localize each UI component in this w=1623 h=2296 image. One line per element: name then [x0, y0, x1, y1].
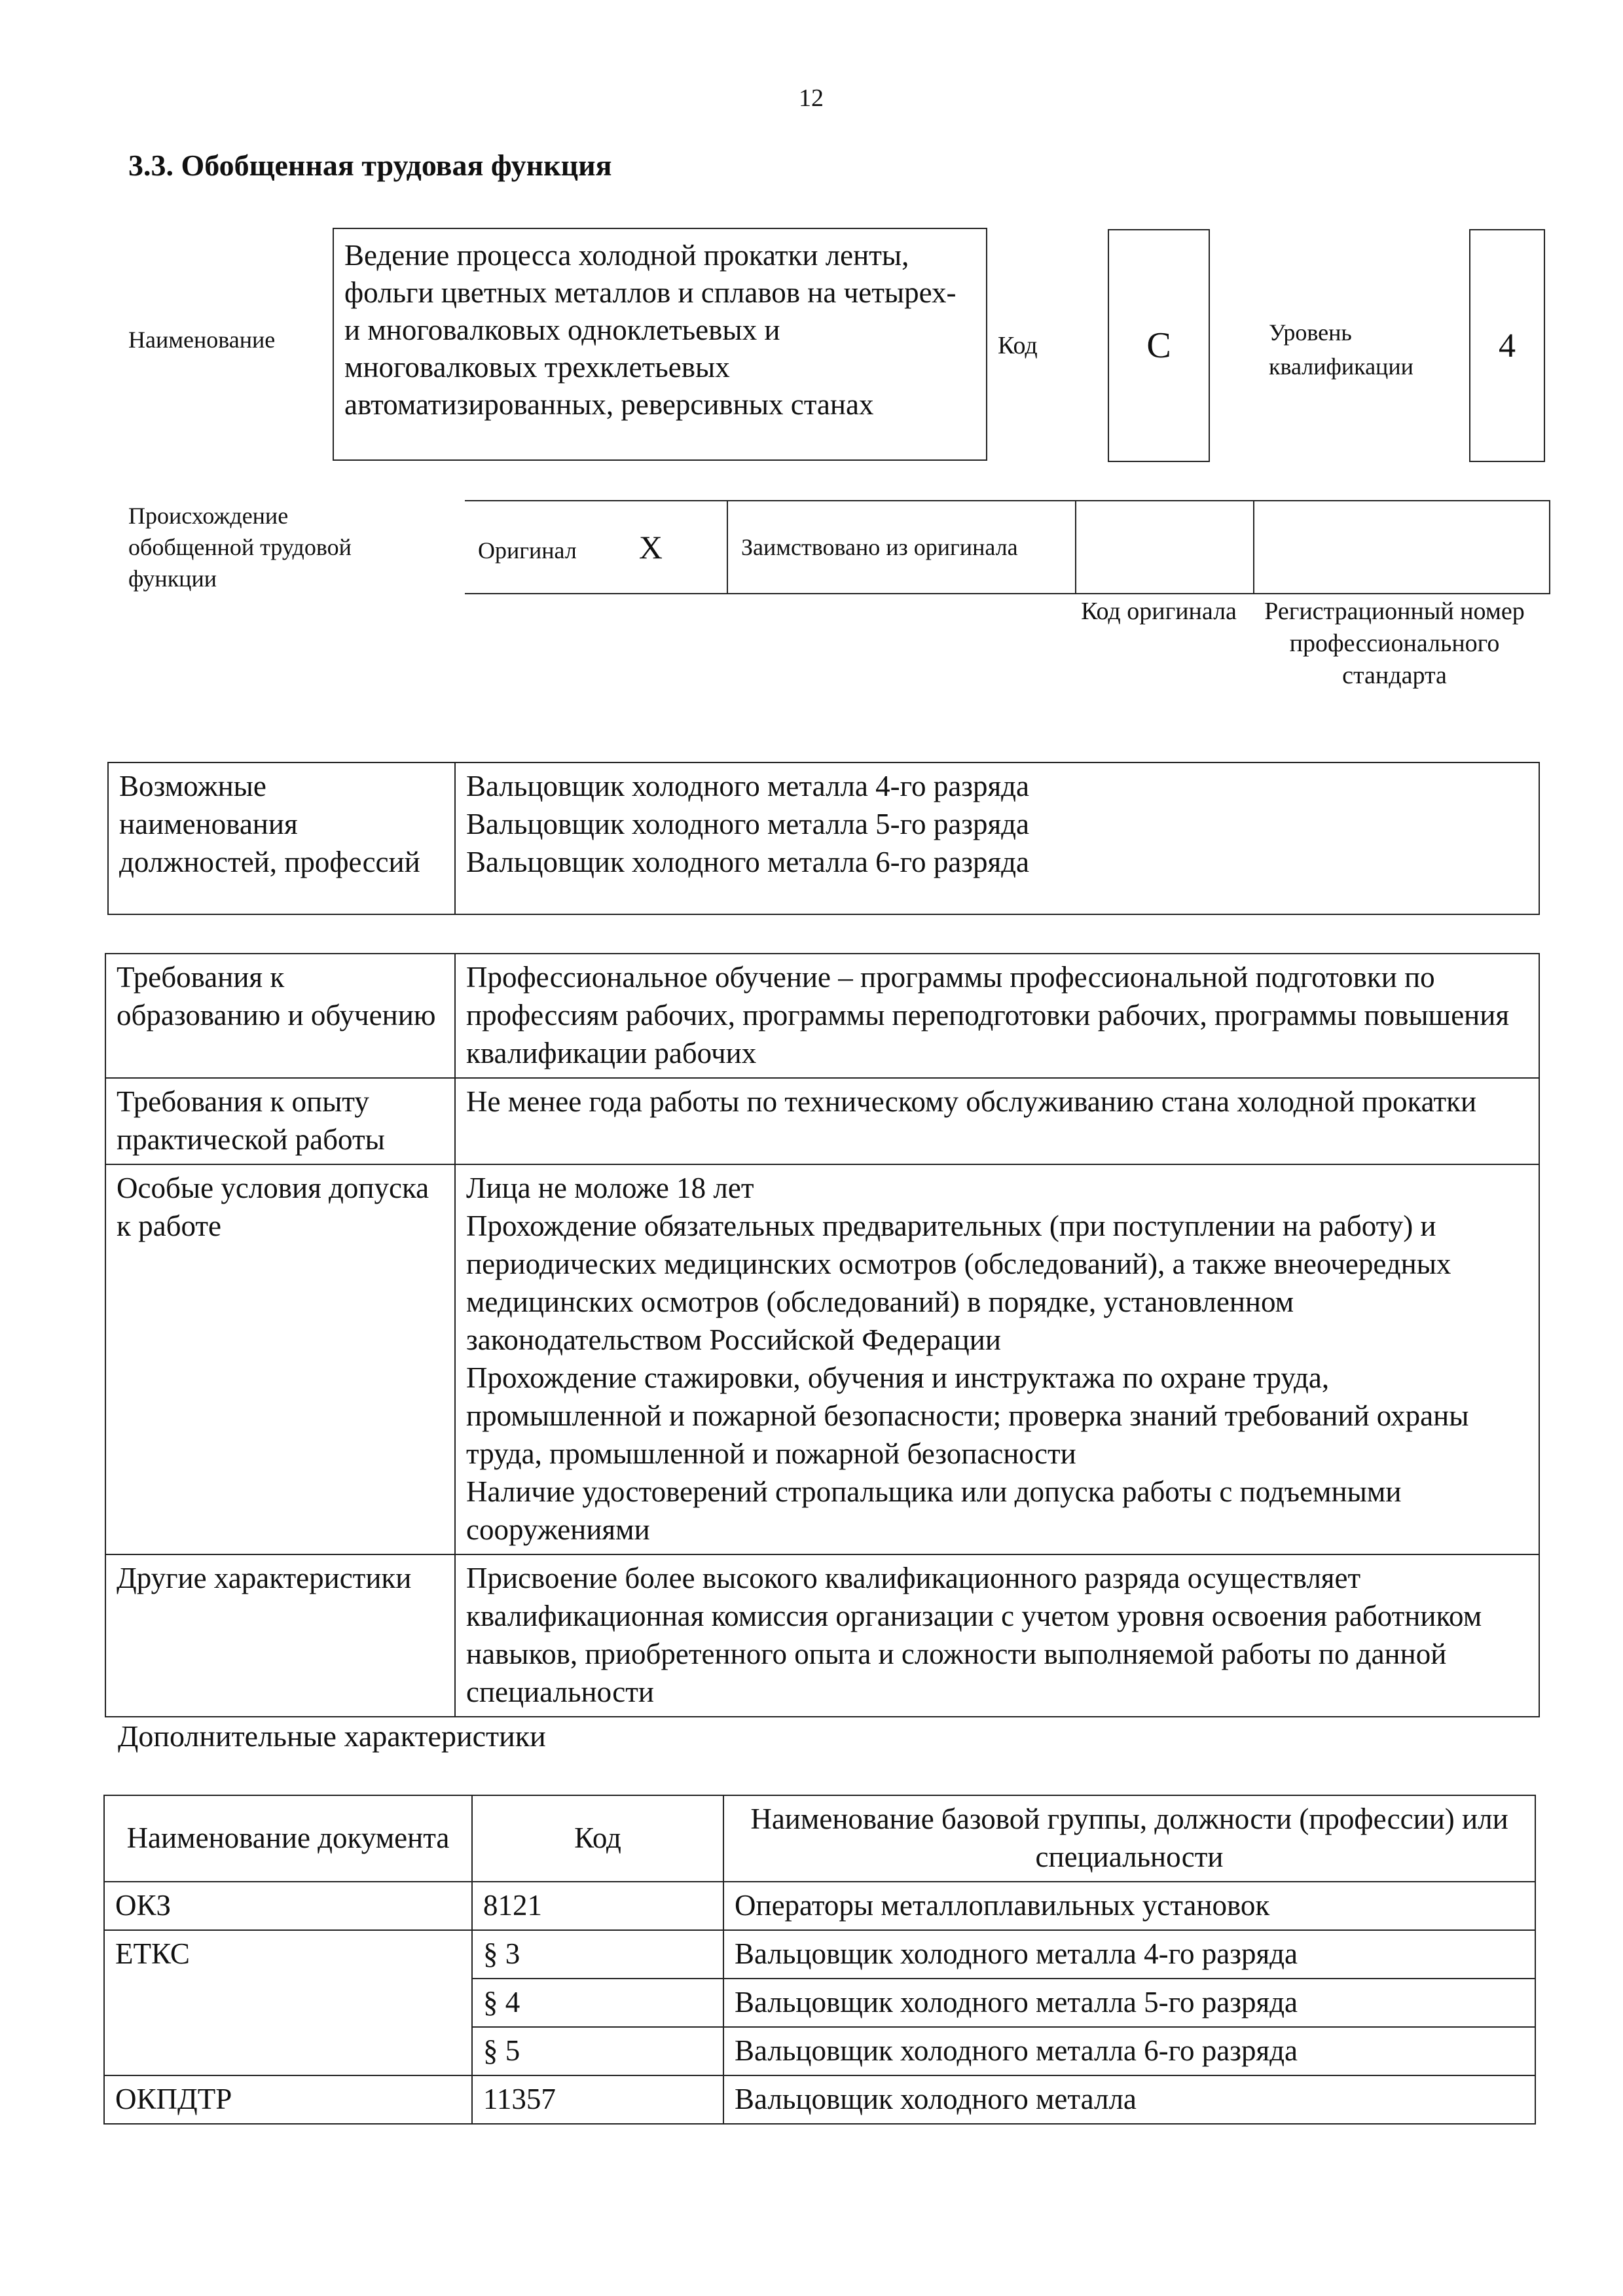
education-label: Требования к образованию и обучению	[105, 954, 455, 1078]
origin-label: Происхождение обобщенной трудовой функции	[128, 503, 352, 592]
table-row	[104, 1882, 1535, 1930]
row-doc: ОКЗ	[104, 1882, 472, 1930]
function-name-box	[333, 228, 987, 461]
other-value: Присвоение более высокого квалификационного разряда осуществляет квалификационная комиссия организации с учетом уровня освоения работником навыков, приобретенного опыта и сложности выполняемой работы по данной специальности	[455, 1554, 1539, 1717]
original-label: Оригинал	[478, 537, 577, 564]
code-label: Код	[998, 332, 1038, 359]
code-box	[1108, 229, 1210, 462]
level-box	[1469, 229, 1545, 462]
row-name: Вальцовщик холодного металла	[723, 2075, 1535, 2124]
row-name: Вальцовщик холодного металла 4-го разряда	[723, 1930, 1535, 1979]
row-doc: ОКПДТР	[104, 2075, 472, 2124]
additional-table	[103, 1795, 1536, 2125]
code-value: C	[1146, 325, 1171, 366]
header-code: Код	[472, 1795, 723, 1882]
row-name: Вальцовщик холодного металла 5-го разряда	[723, 1979, 1535, 2027]
row-code: 8121	[472, 1882, 723, 1930]
origin-original-cell	[465, 501, 727, 594]
condition-item: Наличие удостоверений стропальщика или допуска работы с подъемными сооружениями	[466, 1475, 1402, 1546]
table-row	[104, 2075, 1535, 2124]
condition-item: Прохождение обязательных предварительных (при поступлении на работу) и периодических медицинских осмотров (обследований), а также внеочередных медицинских осмотров (обследований) в порядке, установленном законодательством Российской Федерации	[466, 1210, 1451, 1356]
code-original-label: Код оригинала	[1081, 598, 1237, 625]
header-group: Наименование базовой группы, должности (профессии) или специальности	[723, 1795, 1535, 1882]
experience-value: Не менее года работы по техническому обслуживанию стана холодной прокатки	[455, 1078, 1539, 1164]
origin-table	[465, 500, 1550, 594]
condition-item: Лица не моложе 18 лет	[466, 1172, 754, 1204]
condition-item: Прохождение стажировки, обучения и инструктажа по охране труда, промышленной и пожарной безопасности; проверка знаний требований охраны труда, промышленной и пожарной безопасности	[466, 1361, 1469, 1470]
row-code: § 5	[472, 2027, 723, 2075]
requirements-table	[105, 953, 1540, 1717]
header-doc: Наименование документа	[104, 1795, 472, 1882]
education-value: Профессиональное обучение – программы профессиональной подготовки по профессиям рабочих, программы переподготовки рабочих, программы повышения квалификации рабочих	[455, 954, 1539, 1078]
position-item: Вальцовщик холодного металла 6-го разряда	[466, 846, 1030, 878]
page-number: 12	[799, 84, 824, 112]
borrowed-label: Заимствовано из оригинала	[741, 534, 1018, 560]
level-label: Уровень квалификации	[1269, 319, 1413, 380]
reg-number-label: Регистрационный номер профессионального стандарта	[1264, 598, 1525, 689]
experience-label: Требования к опыту практической работы	[105, 1078, 455, 1164]
conditions-cell	[455, 1164, 1539, 1554]
borrowed-cell	[727, 501, 1076, 594]
position-item: Вальцовщик холодного металла 4-го разряда	[466, 770, 1030, 802]
section-heading: 3.3. Обобщенная трудовая функция	[128, 149, 612, 182]
row-code: § 3	[472, 1930, 723, 1979]
row-name: Операторы металлоплавильных установок	[723, 1882, 1535, 1930]
row-code: § 4	[472, 1979, 723, 2027]
position-item: Вальцовщик холодного металла 5-го разряда	[466, 808, 1030, 840]
conditions-label: Особые условия допуска к работе	[105, 1164, 455, 1554]
row-name: Вальцовщик холодного металла 6-го разряда	[723, 2027, 1535, 2075]
row-code: 11357	[472, 2075, 723, 2124]
additional-title: Дополнительные характеристики	[118, 1719, 546, 1753]
reg-number-cell	[1254, 501, 1550, 594]
positions-list-cell	[455, 762, 1539, 914]
name-label: Наименование	[128, 327, 276, 353]
function-name-value: Ведение процесса холодной прокатки ленты, фольги цветных металлов и сплавов на четырех- и многовалковых одноклетьевых и многовалковых трехклетьевых автоматизированных, реверсивных станах	[344, 239, 957, 421]
level-value: 4	[1499, 327, 1516, 365]
original-mark: X	[638, 529, 663, 565]
positions-table	[107, 762, 1540, 915]
other-label: Другие характеристики	[105, 1554, 455, 1717]
table-row	[104, 1930, 1535, 1979]
positions-label: Возможные наименования должностей, профессий	[108, 762, 455, 914]
code-original-cell	[1076, 501, 1254, 594]
row-doc: ЕТКС	[104, 1930, 472, 2075]
